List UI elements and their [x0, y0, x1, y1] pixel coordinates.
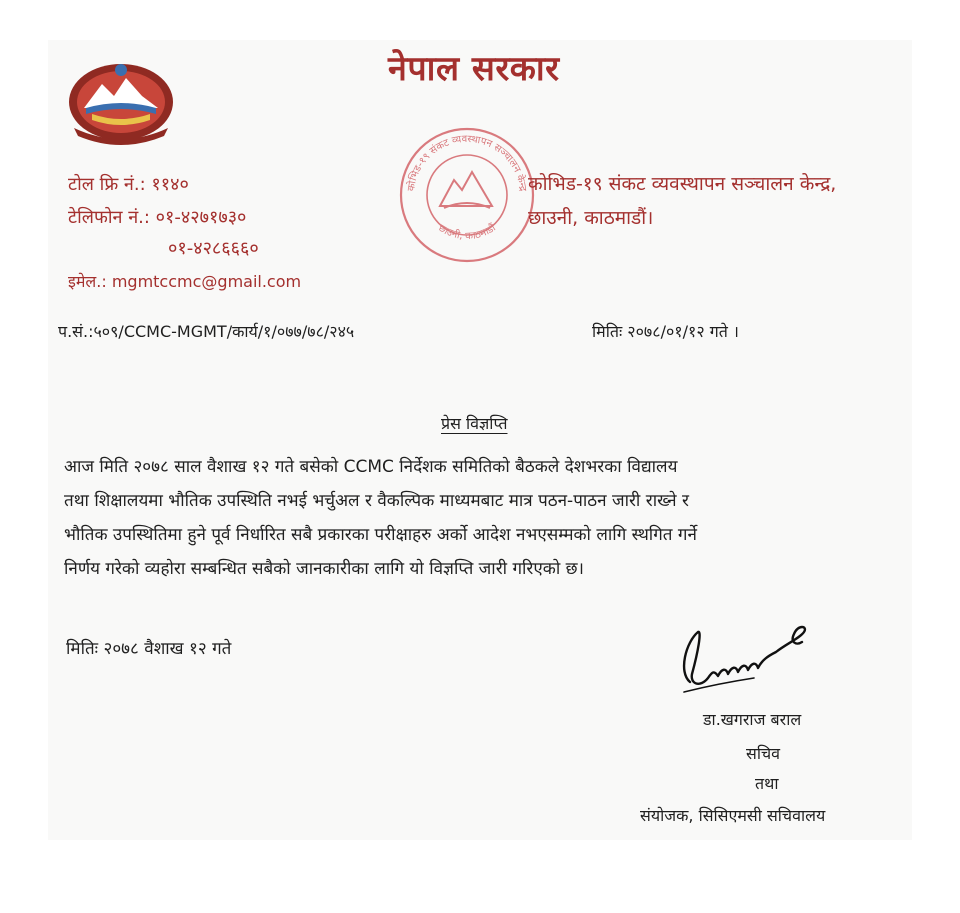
telephone-number-2: ०१-४२८६६६० [168, 238, 259, 259]
notice-body [64, 450, 904, 586]
seal-text-lower: छाउनी, काठमाडौं [436, 222, 498, 243]
signatory-role: संयोजक, सिसिएमसी सचिवालय [640, 806, 826, 825]
reference-number: प.सं.:५०९/CCMC-MGMT/कार्य/१/०७७/७८/२४५ [58, 322, 355, 341]
government-title: नेपाल सरकार [388, 49, 560, 89]
email-address: इमेल.: mgmtccmc@gmail.com [68, 272, 302, 291]
office-name: कोभिड-१९ संकट व्यवस्थापन सञ्चालन केन्द्र, [528, 173, 837, 195]
toll-free-number: टोल फ्रि नं.: ११४० [68, 174, 189, 195]
office-seal-stamp [396, 124, 538, 266]
telephone-number: टेलिफोन नं.: ०१-४२७१७३० [68, 207, 247, 228]
notice-heading: प्रेस विज्ञप्ति [441, 414, 508, 433]
notice-line: भौतिक उपस्थितिमा हुने पूर्व निर्धारित सबै प्रकारका परीक्षाहरु अर्को आदेश नभएसम्मको लागि स्थगित गर्ने [64, 525, 697, 545]
nepal-emblem-icon [62, 58, 180, 146]
office-address: छाउनी, काठमाडौं। [528, 207, 654, 229]
notice-line: तथा शिक्षालयमा भौतिक उपस्थिति नभई भर्चुअल र वैकल्पिक माध्यमबाट मात्र पठन-पाठन जारी राख्ने र [64, 491, 689, 511]
notice-date: मितिः २०७८ वैशाख १२ गते [66, 639, 232, 659]
signatory-name: डा.खगराज बराल [703, 710, 802, 729]
handwritten-signature [668, 612, 818, 696]
letter-date: मितिः २०७८/०१/१२ गते । [592, 322, 739, 341]
svg-text:छाउनी, काठमाडौं [436, 222, 498, 243]
seal-text-upper: कोभिड-१९ संकट व्यवस्थापन सञ्चालन केन्द्र [405, 133, 528, 193]
notice-line: आज मिति २०७८ साल वैशाख १२ गते बसेको CCMC निर्देशक समितिको बैठकले देशभरका विद्यालय [64, 457, 678, 477]
notice-line: निर्णय गरेको व्यहोरा सम्बन्धित सबैको जानकारीका लागि यो विज्ञप्ति जारी गरिएको छ। [64, 559, 585, 579]
signatory-title: सचिव [746, 744, 781, 763]
signatory-conjunction: तथा [755, 774, 779, 793]
